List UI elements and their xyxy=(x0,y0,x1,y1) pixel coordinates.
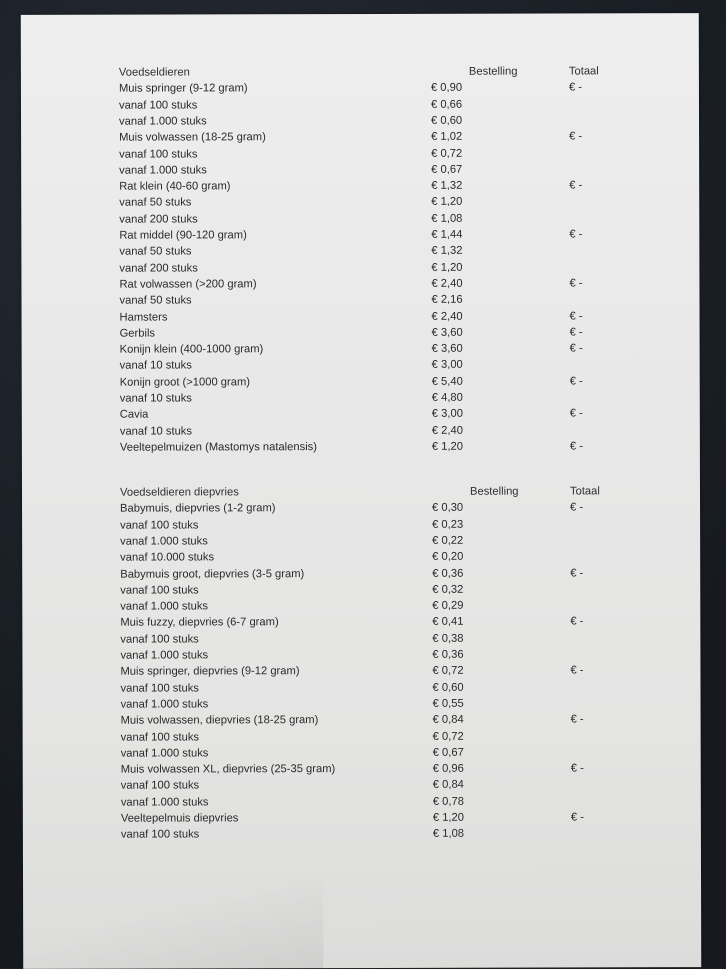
table-row xyxy=(21,242,699,260)
table-row xyxy=(22,646,700,664)
table-row xyxy=(23,809,701,827)
table-row xyxy=(22,679,700,697)
item-name: Muis volwassen (18-25 gram) xyxy=(119,131,266,144)
item-price: € 2,40 xyxy=(431,424,463,437)
item-total: € - xyxy=(569,130,583,143)
item-name: vanaf 100 stuks xyxy=(120,779,200,793)
table-row xyxy=(22,324,700,342)
item-total: € - xyxy=(569,440,583,453)
table-row xyxy=(21,291,699,309)
item-price: € 2,16 xyxy=(431,293,463,307)
table-row xyxy=(22,340,700,358)
table-row xyxy=(21,194,699,212)
section-frozen-feeders xyxy=(22,483,700,841)
item-price: € 0,20 xyxy=(432,550,464,564)
item-price: € 1,32 xyxy=(431,245,463,258)
item-total: € - xyxy=(570,811,584,824)
item-price: € 0,41 xyxy=(432,616,464,629)
item-name: Muis volwassen, diepvries (18-25 gram) xyxy=(120,714,319,727)
column-header-total: Totaal xyxy=(569,485,600,498)
item-price: € 0,66 xyxy=(430,98,463,111)
item-name: vanaf 1.000 stuks xyxy=(120,600,209,613)
item-name: Gerbils xyxy=(119,327,156,340)
item-price: € 1,20 xyxy=(431,440,464,453)
item-price: € 3,60 xyxy=(431,326,463,339)
item-price: € 0,30 xyxy=(432,502,464,515)
item-name: vanaf 100 stuks xyxy=(120,584,199,597)
item-name: vanaf 1.000 stuks xyxy=(120,796,209,809)
table-row xyxy=(22,597,700,615)
item-total: € - xyxy=(569,326,583,339)
item-total: € - xyxy=(570,664,584,677)
table-row xyxy=(22,548,700,566)
item-name: vanaf 1.000 stuks xyxy=(120,747,209,760)
item-price: € 1,20 xyxy=(431,261,463,274)
table-row xyxy=(23,728,701,746)
section-title: Voedseldieren diepvries xyxy=(119,486,239,499)
table-row xyxy=(23,744,701,762)
item-name: vanaf 100 stuks xyxy=(120,730,200,744)
item-price: € 2,40 xyxy=(431,277,463,290)
item-price: € 0,60 xyxy=(432,681,464,694)
table-row xyxy=(21,226,699,244)
item-name: vanaf 10 stuks xyxy=(119,425,192,438)
item-total: € - xyxy=(570,566,584,579)
column-header-total: Totaal xyxy=(568,65,599,78)
column-header-order: Bestelling xyxy=(469,485,519,498)
item-name: Hamsters xyxy=(119,311,168,324)
item-name: vanaf 100 stuks xyxy=(120,828,200,841)
item-price: € 0,72 xyxy=(432,730,464,743)
item-price: € 1,32 xyxy=(431,179,463,192)
item-price: € 0,72 xyxy=(431,147,463,160)
item-price: € 1,08 xyxy=(431,212,463,225)
table-row xyxy=(22,405,700,423)
item-total: € - xyxy=(570,501,584,514)
item-total: € - xyxy=(569,407,583,420)
item-price: € 0,32 xyxy=(432,583,464,596)
item-price: € 1,08 xyxy=(432,828,465,841)
table-row xyxy=(21,210,699,228)
item-name: vanaf 100 stuks xyxy=(120,519,199,532)
item-name: Veeltepelmuizen (Mastomys natalensis) xyxy=(119,441,318,454)
item-price: € 0,38 xyxy=(432,632,464,645)
table-row xyxy=(22,422,700,440)
item-price: € 0,29 xyxy=(432,599,464,612)
item-price: € 5,40 xyxy=(431,375,463,388)
item-price: € 1,02 xyxy=(431,130,463,144)
table-row xyxy=(21,275,699,293)
item-total: € - xyxy=(569,277,583,290)
table-row xyxy=(21,79,699,97)
table-row xyxy=(22,630,700,648)
table-row xyxy=(22,357,700,375)
item-total: € - xyxy=(568,81,583,94)
item-name: vanaf 50 stuks xyxy=(119,294,192,307)
column-header-order: Bestelling xyxy=(468,65,518,78)
table-row xyxy=(23,760,701,778)
item-name: Babymuis, diepvries (1-2 gram) xyxy=(120,502,276,515)
item-name: vanaf 1.000 stuks xyxy=(119,164,207,177)
item-price: € 0,67 xyxy=(431,163,463,176)
item-name: vanaf 200 stuks xyxy=(119,262,198,275)
item-name: Veeltepelmuis diepvries xyxy=(120,812,239,825)
table-row xyxy=(22,389,700,407)
table-row xyxy=(21,161,699,179)
price-list-sheet xyxy=(21,13,701,969)
item-total: € - xyxy=(569,375,583,388)
item-price: € 0,96 xyxy=(432,762,464,775)
item-name: Muis springer (9-12 gram) xyxy=(118,82,248,95)
table-row xyxy=(22,499,700,517)
item-price: € 0,84 xyxy=(432,713,464,727)
section-header xyxy=(21,63,699,81)
item-name: vanaf 100 stuks xyxy=(120,633,199,646)
item-total: € - xyxy=(570,713,584,726)
item-price: € 0,36 xyxy=(432,648,464,661)
item-name: Cavia xyxy=(119,408,149,421)
item-price: € 0,36 xyxy=(432,567,464,580)
item-total: € - xyxy=(569,179,583,192)
table-row xyxy=(21,128,699,146)
item-price: € 0,22 xyxy=(432,534,464,547)
item-name: vanaf 50 stuks xyxy=(119,196,192,210)
section-title: Voedseldieren xyxy=(118,66,190,79)
item-price: € 0,23 xyxy=(432,518,464,531)
table-row xyxy=(22,373,700,391)
item-name: vanaf 1.000 stuks xyxy=(120,535,208,548)
table-row xyxy=(22,532,700,550)
table-row xyxy=(23,777,701,795)
table-row xyxy=(22,516,700,534)
item-name: Rat middel (90-120 gram) xyxy=(119,229,247,242)
table-row xyxy=(22,308,700,326)
item-name: Muis springer, diepvries (9-12 gram) xyxy=(120,665,300,678)
table-row xyxy=(21,259,699,277)
table-row xyxy=(22,565,700,583)
table-row xyxy=(21,96,699,114)
item-price: € 0,78 xyxy=(432,795,464,808)
item-price: € 1,20 xyxy=(432,811,464,824)
item-price: € 0,55 xyxy=(432,697,464,710)
item-name: vanaf 1.000 stuks xyxy=(120,649,209,662)
table-row xyxy=(23,711,701,729)
item-price: € 1,44 xyxy=(431,228,463,241)
item-name: vanaf 50 stuks xyxy=(119,245,192,258)
item-name: Rat klein (40-60 gram) xyxy=(119,180,231,193)
item-price: € 3,00 xyxy=(431,359,463,372)
item-price: € 0,67 xyxy=(432,746,464,759)
table-row xyxy=(21,145,699,163)
table-row xyxy=(22,581,700,599)
table-row xyxy=(21,112,699,130)
item-price: € 0,84 xyxy=(432,779,464,792)
table-row xyxy=(23,793,701,811)
item-name: Konijn groot (>1000 gram) xyxy=(119,375,251,389)
table-row xyxy=(22,438,700,456)
item-name: vanaf 10 stuks xyxy=(119,392,192,405)
item-price: € 3,60 xyxy=(431,342,463,355)
item-name: vanaf 1.000 stuks xyxy=(120,698,209,711)
table-row xyxy=(22,614,700,632)
item-name: vanaf 100 stuks xyxy=(118,99,198,112)
item-name: vanaf 10.000 stuks xyxy=(120,551,215,564)
item-total: € - xyxy=(569,228,583,241)
item-name: vanaf 10 stuks xyxy=(119,359,192,373)
table-row xyxy=(21,177,699,195)
table-row xyxy=(23,695,701,713)
item-total: € - xyxy=(570,762,584,775)
item-name: Muis volwassen XL, diepvries (25-35 gram) xyxy=(120,763,336,776)
item-name: Rat volwassen (>200 gram) xyxy=(119,278,257,291)
item-price: € 0,90 xyxy=(430,82,463,95)
section-header xyxy=(22,483,700,501)
item-price: € 1,20 xyxy=(431,196,463,209)
item-total: € - xyxy=(569,342,583,355)
item-name: vanaf 100 stuks xyxy=(120,682,199,695)
item-price: € 2,40 xyxy=(431,310,463,323)
item-name: vanaf 1.000 stuks xyxy=(119,115,207,128)
table-row xyxy=(23,825,701,843)
table-row xyxy=(22,662,700,680)
item-total: € - xyxy=(569,309,583,322)
item-price: € 4,80 xyxy=(431,391,463,404)
section-live-feeders xyxy=(21,63,699,454)
item-price: € 0,60 xyxy=(431,114,463,127)
item-total: € - xyxy=(570,615,584,628)
item-name: vanaf 200 stuks xyxy=(119,213,198,226)
item-name: Muis fuzzy, diepvries (6-7 gram) xyxy=(120,616,279,630)
item-name: Babymuis groot, diepvries (3-5 gram) xyxy=(120,567,305,581)
item-name: Konijn klein (400-1000 gram) xyxy=(119,343,264,356)
item-price: € 0,72 xyxy=(432,665,464,678)
item-price: € 3,00 xyxy=(431,408,463,421)
item-name: vanaf 100 stuks xyxy=(119,147,198,161)
